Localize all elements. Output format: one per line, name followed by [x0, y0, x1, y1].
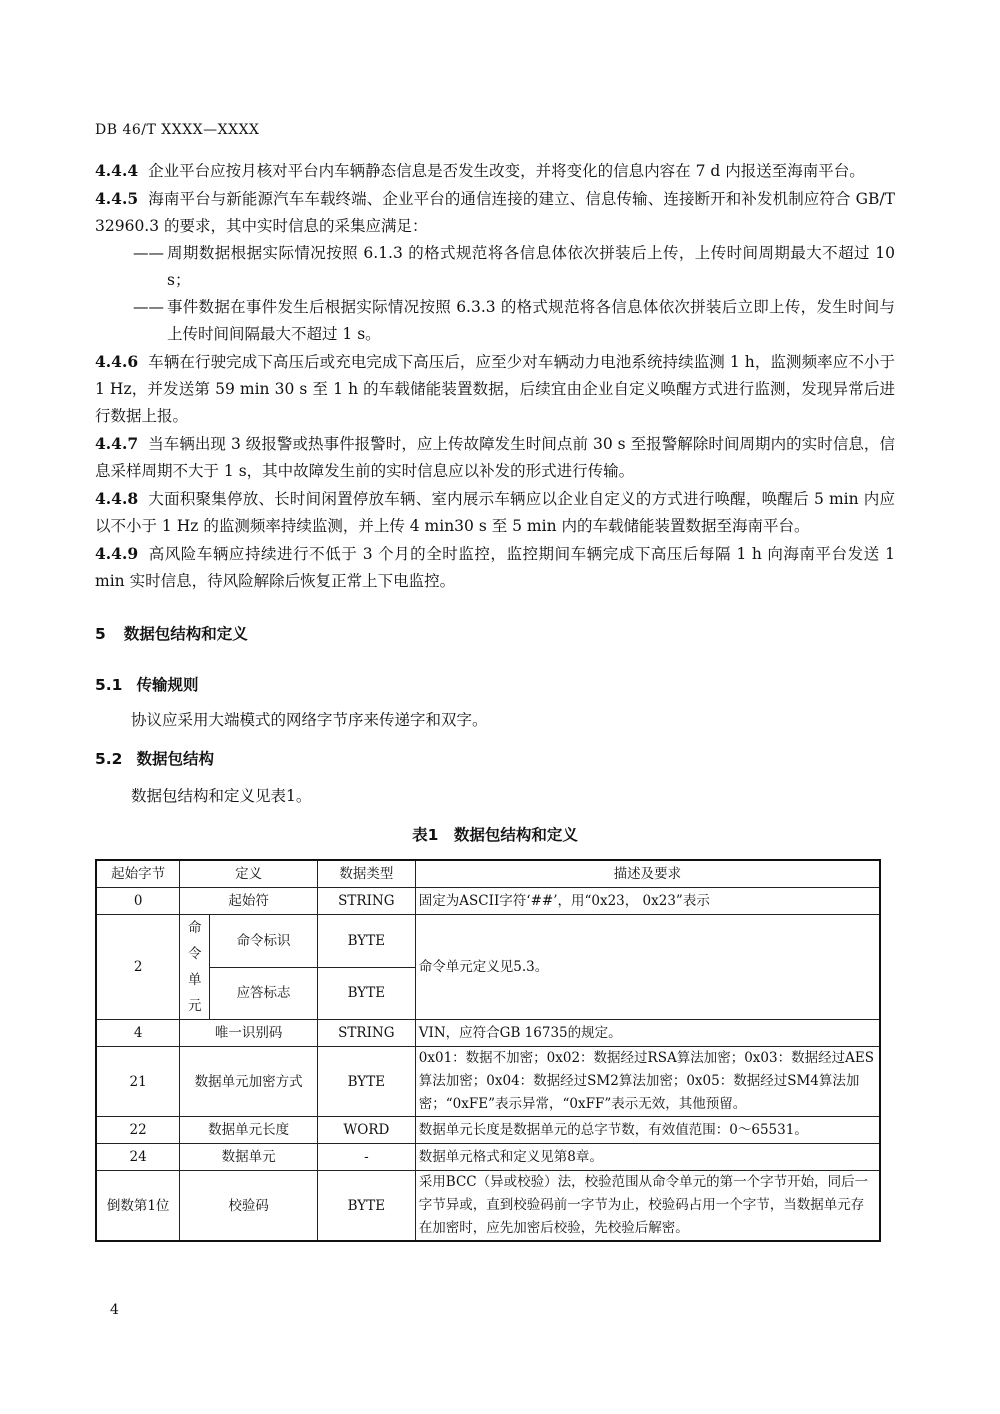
- clause-text: 当车辆出现 3 级报警或热事件报警时，应上传故障发生时间点前 30 s 至报警解除时间周期内的实时信息，信息采样周期不大于 1 s，其中故障发生前的实时信息应以补发的形式进行传输。: [95, 435, 895, 480]
- cell-type: BYTE: [317, 967, 415, 1020]
- clause-4-4-9: [95, 540, 895, 595]
- section-5-2-body: 数据包结构和定义见表1。: [131, 787, 312, 805]
- clause-text: 大面积聚集停放、长时间闲置停放车辆、室内展示车辆应以企业自定义的方式进行唤醒，唤醒后 5 min 内应以不小于 1 Hz 的监测频率持续监测，并上传 4 min30 s 至 5 min 内的车载储能装置数据至海南平台。: [95, 490, 895, 535]
- cell-definition: 命令标识: [210, 915, 318, 968]
- page-number: 4: [110, 1302, 119, 1318]
- clause-4-4-7: [95, 430, 895, 485]
- dash-mark: ——: [133, 244, 164, 262]
- cell-definition: 校验码: [180, 1171, 318, 1242]
- cell-type: BYTE: [317, 1047, 415, 1117]
- cell-start: 倒数第1位: [96, 1171, 180, 1242]
- clause-number: 4.4.4: [95, 161, 139, 180]
- dash-item-periodic: [95, 240, 895, 294]
- cell-description: 数据单元格式和定义见第8章。: [415, 1144, 880, 1171]
- clause-number: 4.4.6: [95, 352, 139, 371]
- cell-type: STRING: [317, 1020, 415, 1047]
- clause-text: 企业平台应按月核对平台内车辆静态信息是否发生改变，并将变化的信息内容在 7 d 内报送至海南平台。: [148, 162, 865, 180]
- cell-definition: 数据单元加密方式: [180, 1047, 318, 1117]
- clause-number: 4.4.9: [95, 544, 139, 563]
- table-row: [96, 1144, 880, 1171]
- clause-text: 海南平台与新能源汽车车载终端、企业平台的通信连接的建立、信息传输、连接断开和补发机制应符合 GB/T 32960.3 的要求，其中实时信息的采集应满足：: [95, 190, 895, 235]
- dash-text: 事件数据在事件发生后根据实际情况按照 6.3.3 的格式规范将各信息体依次拼装后立即上传，发生时间与上传时间间隔最大不超过 1 s。: [167, 298, 895, 343]
- page-content: [95, 157, 895, 1242]
- chapter-number: 5: [95, 625, 106, 643]
- clause-4-4-4: [95, 157, 895, 185]
- section-5-1-body: 协议应采用大端模式的网络字节序来传递字和双字。: [131, 711, 488, 729]
- cell-description: 数据单元长度是数据单元的总字节数，有效值范围：0～65531。: [415, 1117, 880, 1144]
- section-title: 数据包结构: [136, 750, 214, 768]
- section-title: 传输规则: [136, 676, 199, 694]
- clause-4-4-5: [95, 185, 895, 240]
- chapter-5-heading: [95, 621, 895, 648]
- clause-number: 4.4.8: [95, 489, 139, 508]
- dash-item-event: [95, 294, 895, 348]
- cell-type: BYTE: [317, 1171, 415, 1242]
- clause-4-4-6: [95, 348, 895, 430]
- document-code-header: DB 46/T XXXX—XXXX: [95, 122, 260, 138]
- table-row: [96, 1020, 880, 1047]
- cell-description: 命令单元定义见5.3。: [415, 915, 880, 1020]
- cell-command-unit-group: 命令单元: [180, 915, 210, 1020]
- clause-text: 高风险车辆应持续进行不低于 3 个月的全时监控，监控期间车辆完成下高压后每隔 1 h 向海南平台发送 1 min 实时信息，待风险解除后恢复正常上下电监控。: [95, 545, 895, 590]
- cell-type: WORD: [317, 1117, 415, 1144]
- dash-mark: ——: [133, 298, 164, 316]
- cell-definition: 唯一识别码: [180, 1020, 318, 1047]
- cell-start: 4: [96, 1020, 180, 1047]
- clause-4-4-8: [95, 485, 895, 540]
- section-5-2-heading: [95, 746, 895, 773]
- dash-text: 周期数据根据实际情况按照 6.1.3 的格式规范将各信息体依次拼装后上传，上传时间周期最大不超过 10 s；: [167, 244, 895, 289]
- clause-text: 车辆在行驶完成下高压后或充电完成下高压后，应至少对车辆动力电池系统持续监测 1 h，监测频率应不小于 1 Hz，并发送第 59 min 30 s 至 1 h 的车载储能装置数据，后续宜由企业自定义唤醒方式进行监测，发现异常后进行数据上报。: [95, 353, 895, 425]
- header-data-type: 数据类型: [317, 860, 415, 888]
- table-caption: 表1 数据包结构和定义: [412, 826, 578, 844]
- cell-description: 采用BCC（异或校验）法，校验范围从命令单元的第一个字节开始，同后一字节异或，直到校验码前一字节为止，校验码占用一个字节，当数据单元存在加密时，应先加密后校验，先校验后解密。: [415, 1171, 880, 1242]
- header-description: 描述及要求: [415, 860, 880, 888]
- cell-start: 21: [96, 1047, 180, 1117]
- cell-definition: 数据单元长度: [180, 1117, 318, 1144]
- header-definition: 定义: [180, 860, 318, 888]
- cell-type: STRING: [317, 888, 415, 915]
- cell-type: -: [317, 1144, 415, 1171]
- cell-start: 2: [96, 915, 180, 1020]
- data-packet-table: [95, 859, 881, 1242]
- table-row: [96, 915, 880, 968]
- cell-start: 0: [96, 888, 180, 915]
- table-header-row: [96, 860, 880, 888]
- chapter-title: 数据包结构和定义: [123, 625, 248, 643]
- section-5-1-heading: [95, 672, 895, 699]
- cell-start: 22: [96, 1117, 180, 1144]
- cell-description: 0x01：数据不加密；0x02：数据经过RSA算法加密；0x03：数据经过AES算法加密；0x04：数据经过SM2算法加密；0x05：数据经过SM4算法加密；“0xFE”表示异常，“0xFF”表示无效，其他预留。: [415, 1047, 880, 1117]
- cell-description: VIN，应符合GB 16735的规定。: [415, 1020, 880, 1047]
- table-row: [96, 1171, 880, 1242]
- cell-type: BYTE: [317, 915, 415, 968]
- table-row: [96, 888, 880, 915]
- cell-definition: 起始符: [180, 888, 318, 915]
- section-number: 5.1: [95, 676, 123, 694]
- cell-description: 固定为ASCII字符‘##’，用“0x23， 0x23”表示: [415, 888, 880, 915]
- cell-definition: 数据单元: [180, 1144, 318, 1171]
- cell-definition: 应答标志: [210, 967, 318, 1020]
- section-number: 5.2: [95, 750, 123, 768]
- clause-number: 4.4.7: [95, 434, 139, 453]
- table-row: [96, 1047, 880, 1117]
- header-start-byte: 起始字节: [96, 860, 180, 888]
- table-row: [96, 1117, 880, 1144]
- clause-number: 4.4.5: [95, 189, 139, 208]
- cell-start: 24: [96, 1144, 180, 1171]
